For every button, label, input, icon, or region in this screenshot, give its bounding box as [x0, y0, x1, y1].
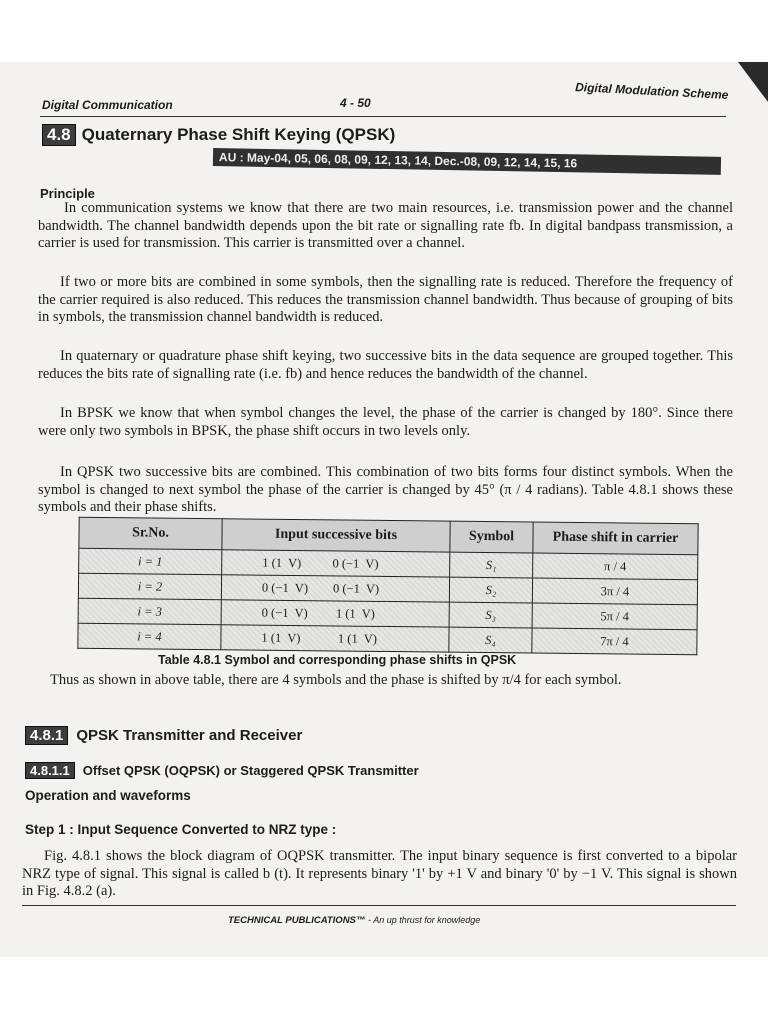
header-rule [40, 116, 726, 117]
col-header-symbol: Symbol [450, 521, 533, 553]
paragraph-4: In BPSK we know that when symbol changes the level, the phase of the carrier is changed by 180°. Since there were only two symbols in BPSK, the phase shift occurs in two levels only. [38, 405, 733, 439]
paragraph-2: If two or more bits are combined in some symbols, then the signalling rate is reduced. Therefore the frequency of the carrier required is also reduced. This reduces the transmission channel bandwidth. Thus because of grouping of bits in symbols, the transmission channel bandwidth is reduced. [38, 274, 733, 326]
cell-symbol: S₄ [449, 627, 532, 653]
exam-tag-bar: AU : May-04, 05, 06, 08, 09, 12, 13, 14, Dec.-08, 09, 12, 14, 15, 16 [213, 148, 721, 175]
paragraph-3: In quaternary or quadrature phase shift keying, two successive bits in the data sequence are grouped together. This reduces the bits rate of signalling rate (i.e. fb) and hence reduces the bandwidth of the channel. [38, 348, 733, 382]
cell-srno: i = 1 [79, 548, 222, 574]
col-header-phase: Phase shift in carrier [533, 522, 698, 555]
table-caption: Table 4.8.1 Symbol and corresponding phase shifts in QPSK [158, 653, 517, 667]
symbol-phase-table [77, 517, 698, 655]
col-header-srno: Sr.No. [79, 517, 222, 549]
footer-rule [22, 905, 736, 906]
cell-symbol: S₂ [449, 577, 532, 603]
cell-symbol: S₃ [449, 602, 532, 628]
subsection-heading [25, 726, 302, 745]
subsubsection-heading [25, 762, 419, 779]
cell-srno: i = 4 [78, 623, 221, 649]
cell-input-bits: 1 (1 V) 1 (1 V) [221, 625, 449, 652]
cell-phase: 3π / 4 [532, 578, 697, 605]
step1-heading: Step 1 : Input Sequence Converted to NRZ type : [25, 822, 337, 837]
after-table-paragraph: Thus as shown in above table, there are 4 symbols and the phase is shifted by π/4 for each symbol. [50, 672, 622, 688]
subsection-title: QPSK Transmitter and Receiver [76, 727, 303, 744]
cell-input-bits: 0 (−1 V) 1 (1 V) [221, 600, 449, 627]
subsubsection-title: Offset QPSK (OQPSK) or Staggered QPSK Transmitter [82, 763, 419, 778]
cell-input-bits: 1 (1 V) 0 (−1 V) [222, 550, 450, 577]
section-heading [42, 124, 395, 146]
header-book-title: Digital Communication [42, 98, 173, 112]
cell-input-bits: 0 (−1 V) 0 (−1 V) [221, 575, 449, 602]
cell-symbol: S₁ [450, 552, 533, 578]
footer-tagline: - An up thrust for knowledge [368, 915, 481, 925]
running-header [42, 79, 729, 114]
subsection-number: 4.8.1 [25, 726, 68, 745]
footer [228, 915, 480, 926]
cell-srno: i = 2 [78, 573, 221, 599]
section-number: 4.8 [42, 124, 76, 146]
col-header-input-bits: Input successive bits [222, 519, 450, 552]
cell-srno: i = 3 [78, 598, 221, 624]
section-title: Quaternary Phase Shift Keying (QPSK) [81, 125, 396, 144]
cell-phase: 7π / 4 [532, 628, 697, 655]
subsubsection-number: 4.8.1.1 [25, 762, 75, 779]
paragraph-1: In communication systems we know that there are two main resources, i.e. transmission power and the channel bandwidth. The channel bandwidth depends upon the bit rate or signalling rate fb. In digital bandpass transmission, a carrier is used for transmission. This carrier is transmitted over a channel. [38, 200, 733, 252]
cell-phase: 5π / 4 [532, 603, 697, 630]
principle-heading: Principle [40, 186, 95, 201]
footer-publisher: TECHNICAL PUBLICATIONS™ [228, 915, 366, 926]
header-page-number: 4 - 50 [340, 96, 371, 110]
paragraph-5: In QPSK two successive bits are combined. This combination of two bits forms four distinct symbols. When the symbol is changed to next symbol the phase of the carrier is changed by 45° (π / 4 radians). Table 4.8.1 shows these symbols and their phase shifts. [38, 464, 733, 516]
header-chapter-title: Digital Modulation Scheme [574, 79, 729, 102]
operation-heading: Operation and waveforms [25, 788, 191, 803]
step1-paragraph: Fig. 4.8.1 shows the block diagram of OQPSK transmitter. The input binary sequence is first converted to a bipolar NRZ type of signal. This signal is called b (t). It represents binary '1' by +1 V and binary '0' by −1 V. This signal is shown in Fig. 4.8.2 (a). [22, 848, 737, 900]
cell-phase: π / 4 [533, 553, 698, 580]
